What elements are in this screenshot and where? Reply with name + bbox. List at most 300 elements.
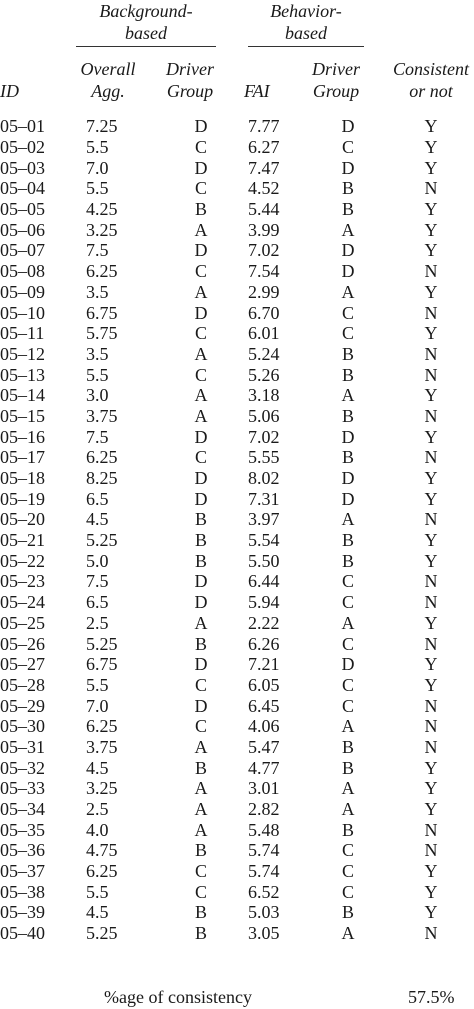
cell-driver-group-behavior: B: [341, 364, 354, 385]
cell-fai: 3.99: [248, 219, 280, 240]
cell-driver-group-behavior: A: [341, 778, 355, 799]
header-driver-group-1-line1: Driver: [166, 59, 214, 79]
cell-consistent: Y: [424, 281, 438, 302]
cell-id: 05–26: [0, 633, 45, 654]
cell-driver-group-behavior: A: [341, 385, 355, 406]
cell-consistent: Y: [424, 550, 438, 571]
cell-overall-agg: 6.75: [86, 302, 118, 323]
cell-id: 05–13: [0, 364, 45, 385]
header-fai: FAI: [244, 81, 270, 101]
cell-fai: 7.54: [248, 261, 280, 282]
cell-driver-group-background: A: [194, 778, 208, 799]
cell-driver-group-behavior: D: [341, 654, 355, 675]
cell-id: 05–34: [0, 799, 45, 820]
cell-driver-group-behavior: B: [341, 736, 354, 757]
data-table: [0, 116, 474, 944]
cell-driver-group-behavior: C: [341, 137, 354, 158]
cell-id: 05–36: [0, 840, 45, 861]
table-row: [0, 261, 474, 282]
header-behavior-line1: Behavior-: [270, 1, 342, 21]
table-row: [0, 716, 474, 737]
cell-id: 05–15: [0, 405, 45, 426]
cell-driver-group-background: A: [194, 219, 208, 240]
cell-driver-group-behavior: A: [341, 923, 355, 944]
cell-fai: 6.27: [248, 137, 280, 158]
header-background-based: [76, 0, 216, 44]
cell-consistent: N: [424, 178, 438, 199]
cell-fai: 5.94: [248, 592, 280, 613]
header-overall-agg-line2: Agg.: [91, 81, 125, 101]
cell-driver-group-background: C: [194, 447, 207, 468]
cell-driver-group-behavior: C: [341, 840, 354, 861]
cell-consistent: N: [424, 716, 438, 737]
cell-fai: 5.03: [248, 902, 280, 923]
cell-consistent: Y: [424, 612, 438, 633]
cell-driver-group-behavior: B: [341, 902, 354, 923]
cell-fai: 5.55: [248, 447, 280, 468]
cell-consistent: N: [424, 695, 438, 716]
cell-overall-agg: 5.5: [86, 674, 109, 695]
cell-consistent: Y: [424, 323, 438, 344]
cell-overall-agg: 3.25: [86, 219, 118, 240]
cell-driver-group-background: D: [194, 302, 208, 323]
cell-overall-agg: 6.25: [86, 261, 118, 282]
cell-overall-agg: 3.5: [86, 343, 109, 364]
table-row: [0, 571, 474, 592]
cell-id: 05–02: [0, 137, 45, 158]
cell-overall-agg: 7.5: [86, 426, 109, 447]
cell-overall-agg: 4.5: [86, 757, 109, 778]
cell-consistent: N: [424, 819, 438, 840]
cell-id: 05–22: [0, 550, 45, 571]
cell-consistent: N: [424, 302, 438, 323]
table-row: [0, 157, 474, 178]
table-row: [0, 199, 474, 220]
cell-fai: 8.02: [248, 468, 280, 489]
cell-driver-group-background: D: [194, 695, 208, 716]
cell-driver-group-behavior: B: [341, 199, 354, 220]
cell-driver-group-background: B: [194, 757, 207, 778]
cell-id: 05–40: [0, 923, 45, 944]
cell-overall-agg: 7.25: [86, 116, 118, 137]
table-row: [0, 219, 474, 240]
cell-overall-agg: 7.0: [86, 157, 109, 178]
cell-overall-agg: 5.5: [86, 881, 109, 902]
cell-id: 05–12: [0, 343, 45, 364]
cell-driver-group-background: A: [194, 343, 208, 364]
cell-consistent: N: [424, 592, 438, 613]
cell-fai: 6.45: [248, 695, 280, 716]
cell-consistent: Y: [424, 199, 438, 220]
table-row: [0, 344, 474, 365]
cell-overall-agg: 2.5: [86, 612, 109, 633]
cell-driver-group-behavior: D: [341, 261, 355, 282]
cell-consistent: N: [424, 261, 438, 282]
cell-driver-group-behavior: D: [341, 468, 355, 489]
cell-consistent: N: [424, 447, 438, 468]
header-consistent-line2: or not: [409, 81, 453, 101]
cell-fai: 7.02: [248, 240, 280, 261]
cell-fai: 7.02: [248, 426, 280, 447]
cell-overall-agg: 4.5: [86, 902, 109, 923]
cell-id: 05–01: [0, 116, 45, 137]
cell-fai: 5.47: [248, 736, 280, 757]
cell-driver-group-behavior: C: [341, 592, 354, 613]
cell-fai: 5.54: [248, 530, 280, 551]
cell-consistent: N: [424, 736, 438, 757]
cell-driver-group-behavior: A: [341, 716, 355, 737]
cell-driver-group-background: D: [194, 240, 208, 261]
table-row: [0, 633, 474, 654]
cell-consistent: Y: [424, 530, 438, 551]
table-row: [0, 778, 474, 799]
cell-driver-group-behavior: B: [341, 819, 354, 840]
cell-driver-group-background: C: [194, 323, 207, 344]
cell-id: 05–21: [0, 530, 45, 551]
cell-overall-agg: 3.0: [86, 385, 109, 406]
cell-id: 05–30: [0, 716, 45, 737]
cell-overall-agg: 6.25: [86, 447, 118, 468]
cell-consistent: N: [424, 923, 438, 944]
cell-driver-group-background: D: [194, 654, 208, 675]
cell-driver-group-behavior: B: [341, 343, 354, 364]
cell-overall-agg: 5.25: [86, 633, 118, 654]
cell-overall-agg: 2.5: [86, 799, 109, 820]
header-background-rule: [76, 46, 216, 47]
cell-fai: 3.05: [248, 923, 280, 944]
cell-id: 05–29: [0, 695, 45, 716]
cell-id: 05–37: [0, 861, 45, 882]
cell-id: 05–09: [0, 281, 45, 302]
table-row: [0, 592, 474, 613]
cell-driver-group-behavior: B: [341, 405, 354, 426]
cell-consistent: Y: [424, 674, 438, 695]
cell-consistent: Y: [424, 757, 438, 778]
cell-driver-group-behavior: B: [341, 530, 354, 551]
cell-driver-group-behavior: B: [341, 757, 354, 778]
cell-id: 05–03: [0, 157, 45, 178]
cell-fai: 2.99: [248, 281, 280, 302]
cell-fai: 6.01: [248, 323, 280, 344]
cell-driver-group-behavior: C: [341, 881, 354, 902]
cell-driver-group-behavior: C: [341, 633, 354, 654]
cell-consistent: N: [424, 509, 438, 530]
cell-id: 05–07: [0, 240, 45, 261]
table-row: [0, 695, 474, 716]
cell-overall-agg: 6.75: [86, 654, 118, 675]
cell-id: 05–23: [0, 571, 45, 592]
cell-consistent: N: [424, 364, 438, 385]
cell-consistent: Y: [424, 157, 438, 178]
cell-id: 05–05: [0, 199, 45, 220]
cell-fai: 6.44: [248, 571, 280, 592]
cell-overall-agg: 5.5: [86, 364, 109, 385]
table-row: [0, 861, 474, 882]
cell-id: 05–27: [0, 654, 45, 675]
cell-overall-agg: 5.5: [86, 178, 109, 199]
cell-overall-agg: 4.75: [86, 840, 118, 861]
cell-fai: 7.47: [248, 157, 280, 178]
cell-driver-group-background: D: [194, 571, 208, 592]
header-id: ID: [0, 81, 19, 101]
cell-id: 05–32: [0, 757, 45, 778]
cell-driver-group-behavior: C: [341, 323, 354, 344]
cell-id: 05–19: [0, 488, 45, 509]
table-row: [0, 613, 474, 634]
cell-driver-group-background: D: [194, 468, 208, 489]
table-row: [0, 488, 474, 509]
cell-id: 05–11: [0, 323, 45, 344]
cell-driver-group-background: A: [194, 405, 208, 426]
cell-fai: 7.31: [248, 488, 280, 509]
cell-driver-group-background: B: [194, 199, 207, 220]
cell-overall-agg: 3.75: [86, 736, 118, 757]
cell-consistent: Y: [424, 654, 438, 675]
header-overall-agg-line1: Overall: [80, 59, 136, 79]
cell-driver-group-background: C: [194, 716, 207, 737]
cell-consistent: Y: [424, 778, 438, 799]
cell-driver-group-behavior: A: [341, 281, 355, 302]
cell-driver-group-background: A: [194, 385, 208, 406]
cell-driver-group-background: B: [194, 530, 207, 551]
table-row: [0, 923, 474, 944]
header-driver-group-2-line2: Group: [312, 81, 360, 101]
cell-driver-group-behavior: B: [341, 550, 354, 571]
cell-driver-group-background: C: [194, 861, 207, 882]
cell-fai: 5.06: [248, 405, 280, 426]
cell-overall-agg: 4.5: [86, 509, 109, 530]
cell-fai: 5.44: [248, 199, 280, 220]
cell-consistent: N: [424, 840, 438, 861]
cell-fai: 3.01: [248, 778, 280, 799]
table-row: [0, 881, 474, 902]
cell-driver-group-behavior: C: [341, 695, 354, 716]
cell-fai: 7.77: [248, 116, 280, 137]
cell-overall-agg: 6.25: [86, 861, 118, 882]
cell-driver-group-behavior: C: [341, 674, 354, 695]
cell-overall-agg: 3.75: [86, 405, 118, 426]
table-row: [0, 840, 474, 861]
cell-id: 05–04: [0, 178, 45, 199]
cell-driver-group-background: A: [194, 612, 208, 633]
cell-consistent: N: [424, 405, 438, 426]
table-body: [0, 116, 474, 944]
cell-driver-group-background: C: [194, 364, 207, 385]
cell-overall-agg: 7.0: [86, 695, 109, 716]
header-behavior-based: [248, 0, 364, 44]
cell-driver-group-background: C: [194, 178, 207, 199]
cell-id: 05–25: [0, 612, 45, 633]
cell-overall-agg: 7.5: [86, 571, 109, 592]
cell-overall-agg: 5.25: [86, 530, 118, 551]
cell-id: 05–31: [0, 736, 45, 757]
header-consistent-line1: Consistent: [392, 59, 469, 79]
cell-overall-agg: 5.25: [86, 923, 118, 944]
cell-driver-group-background: D: [194, 157, 208, 178]
cell-consistent: Y: [424, 902, 438, 923]
table-row: [0, 530, 474, 551]
table-row: [0, 757, 474, 778]
cell-driver-group-behavior: D: [341, 488, 355, 509]
cell-id: 05–35: [0, 819, 45, 840]
cell-consistent: N: [424, 633, 438, 654]
table-row: [0, 302, 474, 323]
cell-fai: 4.06: [248, 716, 280, 737]
consistency-label: %age of consistency: [104, 987, 252, 1007]
cell-driver-group-behavior: C: [341, 571, 354, 592]
cell-overall-agg: 6.5: [86, 592, 109, 613]
table-row: [0, 799, 474, 820]
header-consistent: [388, 58, 474, 102]
cell-id: 05–33: [0, 778, 45, 799]
cell-fai: 3.97: [248, 509, 280, 530]
header-overall-agg: [76, 58, 140, 102]
header-background-line1: Background-: [99, 1, 193, 21]
table-row: [0, 902, 474, 923]
cell-driver-group-behavior: C: [341, 302, 354, 323]
cell-driver-group-behavior: C: [341, 861, 354, 882]
cell-id: 05–17: [0, 447, 45, 468]
cell-driver-group-background: C: [194, 137, 207, 158]
header-driver-group-1: [160, 58, 220, 102]
cell-consistent: N: [424, 571, 438, 592]
cell-driver-group-background: B: [194, 902, 207, 923]
cell-fai: 4.52: [248, 178, 280, 199]
cell-driver-group-background: B: [194, 509, 207, 530]
header-driver-group-1-line2: Group: [166, 81, 214, 101]
cell-consistent: Y: [424, 137, 438, 158]
table-row: [0, 426, 474, 447]
cell-fai: 5.48: [248, 819, 280, 840]
header-behavior-line2: based: [285, 23, 327, 43]
cell-consistent: Y: [424, 426, 438, 447]
table-row: [0, 447, 474, 468]
cell-driver-group-behavior: A: [341, 799, 355, 820]
cell-driver-group-behavior: A: [341, 509, 355, 530]
cell-driver-group-background: D: [194, 488, 208, 509]
cell-driver-group-behavior: A: [341, 219, 355, 240]
cell-fai: 5.26: [248, 364, 280, 385]
table-row: [0, 468, 474, 489]
cell-driver-group-behavior: B: [341, 447, 354, 468]
table-row: [0, 654, 474, 675]
cell-fai: 6.05: [248, 674, 280, 695]
table-row: [0, 116, 474, 137]
cell-driver-group-behavior: B: [341, 178, 354, 199]
table-row: [0, 240, 474, 261]
cell-consistent: Y: [424, 219, 438, 240]
table-row: [0, 550, 474, 571]
cell-overall-agg: 8.25: [86, 468, 118, 489]
cell-id: 05–24: [0, 592, 45, 613]
cell-fai: 7.21: [248, 654, 280, 675]
cell-overall-agg: 6.25: [86, 716, 118, 737]
table-row: [0, 323, 474, 344]
table-row: [0, 364, 474, 385]
cell-fai: 5.74: [248, 840, 280, 861]
cell-id: 05–10: [0, 302, 45, 323]
cell-fai: 5.24: [248, 343, 280, 364]
cell-driver-group-behavior: D: [341, 157, 355, 178]
cell-fai: 3.18: [248, 385, 280, 406]
cell-overall-agg: 7.5: [86, 240, 109, 261]
cell-driver-group-background: C: [194, 674, 207, 695]
cell-fai: 2.82: [248, 799, 280, 820]
consistency-value: 57.5%: [408, 987, 455, 1007]
cell-overall-agg: 3.5: [86, 281, 109, 302]
cell-fai: 6.70: [248, 302, 280, 323]
cell-id: 05–18: [0, 468, 45, 489]
cell-fai: 5.74: [248, 861, 280, 882]
header-behavior-rule: [248, 46, 364, 47]
cell-consistent: Y: [424, 385, 438, 406]
cell-driver-group-background: B: [194, 550, 207, 571]
cell-driver-group-background: B: [194, 923, 207, 944]
cell-driver-group-behavior: D: [341, 240, 355, 261]
table-row: [0, 819, 474, 840]
cell-id: 05–28: [0, 674, 45, 695]
cell-driver-group-behavior: D: [341, 426, 355, 447]
cell-id: 05–20: [0, 509, 45, 530]
cell-driver-group-background: C: [194, 881, 207, 902]
table-row: [0, 282, 474, 303]
table-row: [0, 137, 474, 158]
table-row: [0, 675, 474, 696]
cell-driver-group-background: B: [194, 633, 207, 654]
cell-overall-agg: 3.25: [86, 778, 118, 799]
cell-id: 05–14: [0, 385, 45, 406]
cell-driver-group-background: A: [194, 281, 208, 302]
cell-overall-agg: 4.25: [86, 199, 118, 220]
cell-id: 05–38: [0, 881, 45, 902]
cell-consistent: Y: [424, 468, 438, 489]
cell-consistent: N: [424, 343, 438, 364]
cell-driver-group-behavior: A: [341, 612, 355, 633]
cell-fai: 6.26: [248, 633, 280, 654]
header-driver-group-2: [306, 58, 366, 102]
cell-consistent: Y: [424, 861, 438, 882]
cell-id: 05–39: [0, 902, 45, 923]
cell-overall-agg: 5.0: [86, 550, 109, 571]
cell-overall-agg: 4.0: [86, 819, 109, 840]
cell-consistent: Y: [424, 488, 438, 509]
header-background-line2: based: [125, 23, 167, 43]
cell-fai: 5.50: [248, 550, 280, 571]
table-row: [0, 509, 474, 530]
cell-fai: 4.77: [248, 757, 280, 778]
cell-driver-group-behavior: D: [341, 116, 355, 137]
cell-consistent: Y: [424, 116, 438, 137]
cell-consistent: Y: [424, 881, 438, 902]
cell-driver-group-background: D: [194, 116, 208, 137]
cell-overall-agg: 5.75: [86, 323, 118, 344]
header-driver-group-2-line1: Driver: [312, 59, 360, 79]
cell-driver-group-background: A: [194, 799, 208, 820]
cell-overall-agg: 6.5: [86, 488, 109, 509]
cell-id: 05–08: [0, 261, 45, 282]
cell-driver-group-background: A: [194, 819, 208, 840]
cell-fai: 2.22: [248, 612, 280, 633]
cell-driver-group-background: D: [194, 592, 208, 613]
cell-consistent: Y: [424, 799, 438, 820]
cell-driver-group-background: D: [194, 426, 208, 447]
table-row: [0, 737, 474, 758]
cell-driver-group-background: B: [194, 840, 207, 861]
cell-fai: 6.52: [248, 881, 280, 902]
cell-driver-group-background: C: [194, 261, 207, 282]
cell-consistent: Y: [424, 240, 438, 261]
cell-id: 05–16: [0, 426, 45, 447]
